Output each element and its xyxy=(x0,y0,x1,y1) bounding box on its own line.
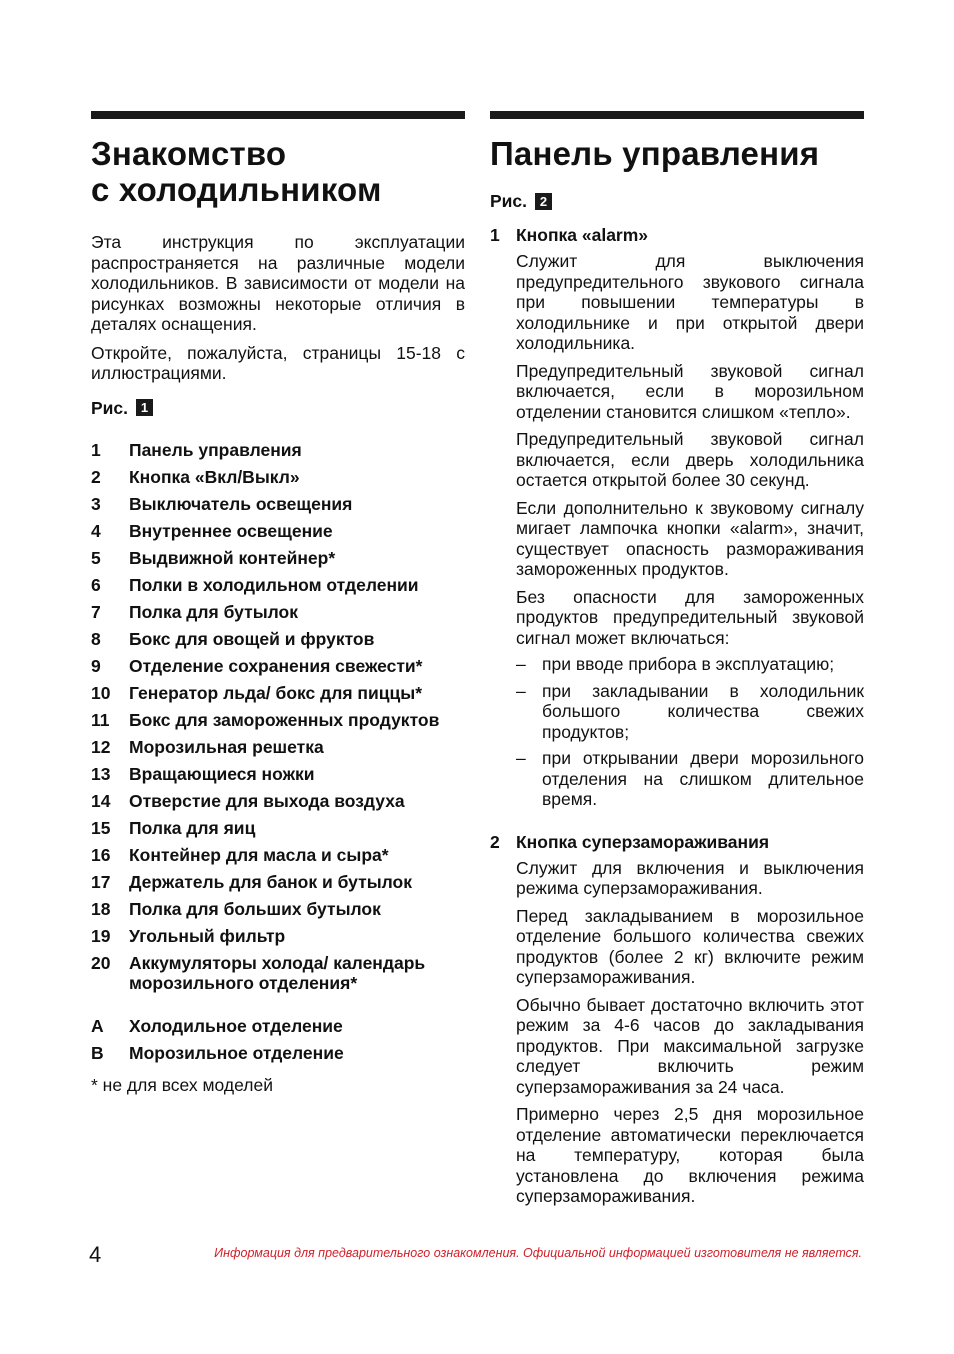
item-number: 11 xyxy=(91,709,110,730)
item-label: Морозильное отделение xyxy=(129,1042,344,1063)
dash-bullet: – xyxy=(516,680,526,701)
part-list-item xyxy=(91,872,465,893)
paragraph: Обычно бывает достаточно включить этот режим за 4-6 часов до закладывания продуктов. При максимальной загрузке следует включить режим суперзамораживания за 24 часа. xyxy=(516,994,864,1097)
right-column xyxy=(490,111,864,1207)
section-rule xyxy=(490,111,864,119)
part-list-item xyxy=(91,710,465,731)
footnote: * не для всех моделей xyxy=(91,1075,273,1095)
part-list-item xyxy=(91,494,465,515)
item-number: 2 xyxy=(490,831,500,852)
alarm-button-description xyxy=(516,251,864,810)
page-title xyxy=(91,136,465,208)
item-number: 1 xyxy=(91,439,101,460)
part-list-item xyxy=(91,791,465,812)
superfreeze-button-description xyxy=(516,858,864,1207)
dash-item-text: при вводе прибора в эксплуатацию; xyxy=(542,654,835,674)
left-column xyxy=(91,111,465,1095)
intro-paragraph: Эта инструкция по эксплуатации распространяется на различные модели холодильников. В зависимости от модели на рисунках возможны некоторые отличия в деталях оснащения. xyxy=(91,232,465,334)
item-number: 10 xyxy=(91,682,111,703)
item-label: Полка для бутылок xyxy=(129,601,298,622)
item-number: 17 xyxy=(91,871,111,892)
item-number: 6 xyxy=(91,574,101,595)
paragraph: Примерно через 2,5 дня морозильное отделение автоматически переключается на температуру, которая была установлена до включения режима суперзамораживания. xyxy=(516,1104,864,1206)
part-list-item xyxy=(91,521,465,542)
item-number: 18 xyxy=(91,898,111,919)
dash-item-text: при закладывании в холодильник большого количества свежих продуктов; xyxy=(542,680,864,742)
disclaimer-note: Информация для предварительного ознакомления. Официальной информацией изготовителя не является. xyxy=(214,1246,862,1260)
item-label: Холодильное отделение xyxy=(129,1015,343,1036)
item-number: 16 xyxy=(91,844,111,865)
title-line-1: Знакомство xyxy=(91,135,287,172)
figure-label: Рис. xyxy=(91,397,129,418)
item-label: Бокс для замороженных продуктов xyxy=(129,709,440,730)
item-number: 13 xyxy=(91,763,111,784)
part-list-item xyxy=(91,440,465,461)
item-label: Полка для больших бутылок xyxy=(129,898,381,919)
part-list-item xyxy=(91,602,465,623)
dash-bullet: – xyxy=(516,748,526,768)
compartment-list-item xyxy=(91,1043,465,1064)
part-list-item xyxy=(91,926,465,947)
item-label: Выключатель освещения xyxy=(129,493,353,514)
item-label: Полки в холодильном отделении xyxy=(129,574,419,595)
dash-list-item xyxy=(516,654,864,675)
item-label: Выдвижной контейнер* xyxy=(129,547,336,568)
item-number: 19 xyxy=(91,925,111,946)
item-label: Аккумуляторы холода/ календарь морозильного отделения* xyxy=(129,952,426,993)
item-number: 4 xyxy=(91,520,101,541)
item-number: 5 xyxy=(91,547,101,568)
part-list-item xyxy=(91,818,465,839)
compartments-list xyxy=(91,1016,465,1064)
part-list-item xyxy=(91,683,465,704)
item-number: A xyxy=(91,1015,104,1036)
item-number: 8 xyxy=(91,628,101,649)
figure-reference xyxy=(91,398,465,418)
item-number: 2 xyxy=(91,466,101,487)
parts-list xyxy=(91,440,465,994)
item-label: Внутреннее освещение xyxy=(129,520,333,541)
figure-reference xyxy=(490,191,864,211)
page-number: 4 xyxy=(89,1242,102,1267)
item-label: Угольный фильтр xyxy=(129,925,286,946)
figure-number-badge: 2 xyxy=(535,193,552,210)
paragraph: Предупредительный звуковой сигнал включается, если в морозильном отделении становится слишком «тепло». xyxy=(516,360,864,422)
paragraph: Перед закладыванием в морозильное отделение большого количества свежих продуктов (более 2 кг) включите режим суперзамораживания. xyxy=(516,905,864,987)
part-list-item xyxy=(91,629,465,650)
paragraph: Служит для включения и выключения режима суперзамораживания. xyxy=(516,857,864,898)
superfreeze-button-heading xyxy=(490,832,864,852)
part-list-item xyxy=(91,953,465,994)
section-rule xyxy=(91,111,465,119)
part-list-item xyxy=(91,575,465,596)
item-label: Кнопка «Вкл/Выкл» xyxy=(129,466,300,487)
item-label: Держатель для банок и бутылок xyxy=(129,871,412,892)
item-number: 14 xyxy=(91,790,111,811)
item-label: Морозильная решетка xyxy=(129,736,324,757)
paragraph: Служит для выключения предупредительного звукового сигнала при повышении температуры в холодильнике и при открытой двери холодильника. xyxy=(516,251,864,353)
item-label: Полка для яиц xyxy=(129,817,256,838)
part-list-item xyxy=(91,764,465,785)
intro-paragraph-2: Откройте, пожалуйста, страницы 15-18 с иллюстрациями. xyxy=(91,342,465,383)
item-title: Кнопка «alarm» xyxy=(516,225,649,245)
item-label: Панель управления xyxy=(129,439,302,460)
item-number: 7 xyxy=(91,601,101,622)
item-label: Отверстие для выхода воздуха xyxy=(129,790,405,811)
section-title: Панель управления xyxy=(490,135,820,172)
item-number: 20 xyxy=(91,952,111,973)
compartment-list-item xyxy=(91,1016,465,1037)
part-list-item xyxy=(91,656,465,677)
figure-number-badge: 1 xyxy=(136,399,153,416)
paragraph: Предупредительный звуковой сигнал включается, если дверь холодильника остается открытой более 30 секунд. xyxy=(516,429,864,490)
paragraph: Если дополнительно к звуковому сигналу мигает лампочка кнопки «alarm», значит, существует опасность размораживания замороженных продуктов. xyxy=(516,497,864,579)
part-list-item xyxy=(91,737,465,758)
dash-bullet: – xyxy=(516,654,526,674)
part-list-item xyxy=(91,845,465,866)
item-label: Контейнер для масла и сыра* xyxy=(129,844,389,865)
part-list-item xyxy=(91,548,465,569)
dash-item-text: при открывании двери морозильного отделения на слишком длительное время. xyxy=(542,748,864,809)
item-number: 9 xyxy=(91,655,101,676)
item-title: Кнопка суперзамораживания xyxy=(516,831,770,852)
title-line-2: с холодильником xyxy=(91,171,382,208)
item-number: 15 xyxy=(91,817,111,838)
alarm-button-heading xyxy=(490,225,864,245)
dash-list-item xyxy=(516,748,864,810)
part-list-item xyxy=(91,899,465,920)
item-number: B xyxy=(91,1042,104,1063)
item-label: Бокс для овощей и фруктов xyxy=(129,628,375,649)
item-number: 12 xyxy=(91,736,111,757)
item-label: Отделение сохранения свежести* xyxy=(129,655,423,676)
part-list-item xyxy=(91,467,465,488)
item-label: Вращающиеся ножки xyxy=(129,763,315,784)
dash-list-item xyxy=(516,681,864,743)
figure-label: Рис. xyxy=(490,191,528,211)
item-number: 1 xyxy=(490,225,500,245)
paragraph: Без опасности для замороженных продуктов предупредительный звуковой сигнал может включаться: xyxy=(516,586,864,648)
item-number: 3 xyxy=(91,493,101,514)
item-label: Генератор льда/ бокс для пиццы* xyxy=(129,682,423,703)
